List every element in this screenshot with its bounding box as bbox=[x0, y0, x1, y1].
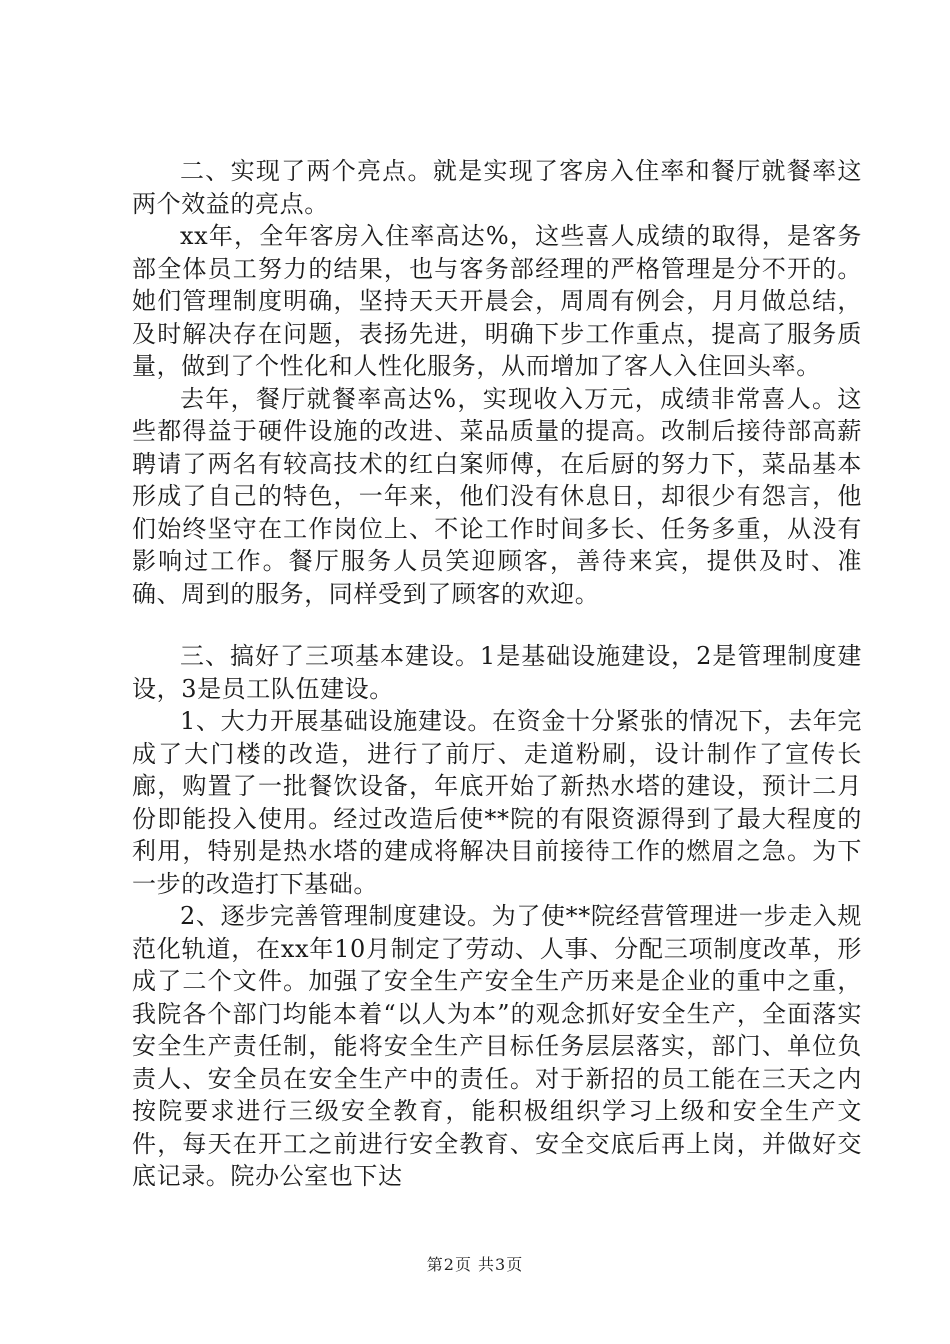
paragraph-restaurant: 去年，餐厅就餐率高达%，实现收入万元，成绩非常喜人。这些都得益于硬件设施的改进、菜品质量的提高。改制后接待部高薪聘请了两名有较高技术的红白案师傅，在后厨的努力下，菜品基本形成了自己的特色，一年来，他们没有休息日，却很少有怨言，他们始终坚守在工作岗位上、不论工作时间多长、任务多重，从没有影响过工作。餐厅服务人员笑迎顾客，善待来宾，提供及时、准确、周到的服务，同样受到了顾客的欢迎。 bbox=[132, 384, 862, 608]
page-number-footer: 第2页 共3页 bbox=[426, 1255, 524, 1274]
paragraph-infrastructure: 1、大力开展基础设施建设。在资金十分紧张的情况下，去年完成了大门楼的改造，进行了前厅、走道粉刷，设计制作了宣传长廊，购置了一批餐饮设备，年底开始了新热水塔的建设，预计二月份即能投入使用。经过改造后使**院的有限资源得到了最大程度的利用，特别是热水塔的建成将解决目前接待工作的燃眉之急。为下一步的改造打下基础。 bbox=[132, 707, 862, 898]
paragraph-construction-heading: 三、搞好了三项基本建设。1是基础设施建设，2是管理制度建设，3是员工队伍建设。 bbox=[132, 642, 862, 703]
paragraph-management-system: 2、逐步完善管理制度建设。为了使**院经营管理进一步走入规范化轨道，在xx年10月制定了劳动、人事、分配三项制度改革，形成了二个文件。加强了安全生产安全生产历来是企业的重中之重，我院各个部门均能本着“以人为本”的观念抓好安全生产，全面落实安全生产责任制，能将安全生产目标任务层层落实，部门、单位负责人、安全员在安全生产中的责任。对于新招的员工能在三天之内按院要求进行三级安全教育，能积极组织学习上级和安全生产文件，每天在开工之前进行安全教育、安全交底后再上岗，并做好交底记录。院办公室也下达 bbox=[132, 902, 862, 1190]
paragraph-highlights-heading: 二、实现了两个亮点。就是实现了客房入住率和餐厅就餐率这两个效益的亮点。 bbox=[132, 157, 862, 218]
paragraph-room-occupancy: xx年，全年客房入住率高达%，这些喜人成绩的取得，是客务部全体员工努力的结果，也与客务部经理的严格管理是分不开的。她们管理制度明确，坚持天天开晨会，周周有例会，月月做总结，及时解决存在问题，表扬先进，明确下步工作重点，提高了服务质量，做到了个性化和人性化服务，从而增加了客人入住回头率。 bbox=[132, 222, 862, 380]
document-body bbox=[132, 155, 862, 1193]
